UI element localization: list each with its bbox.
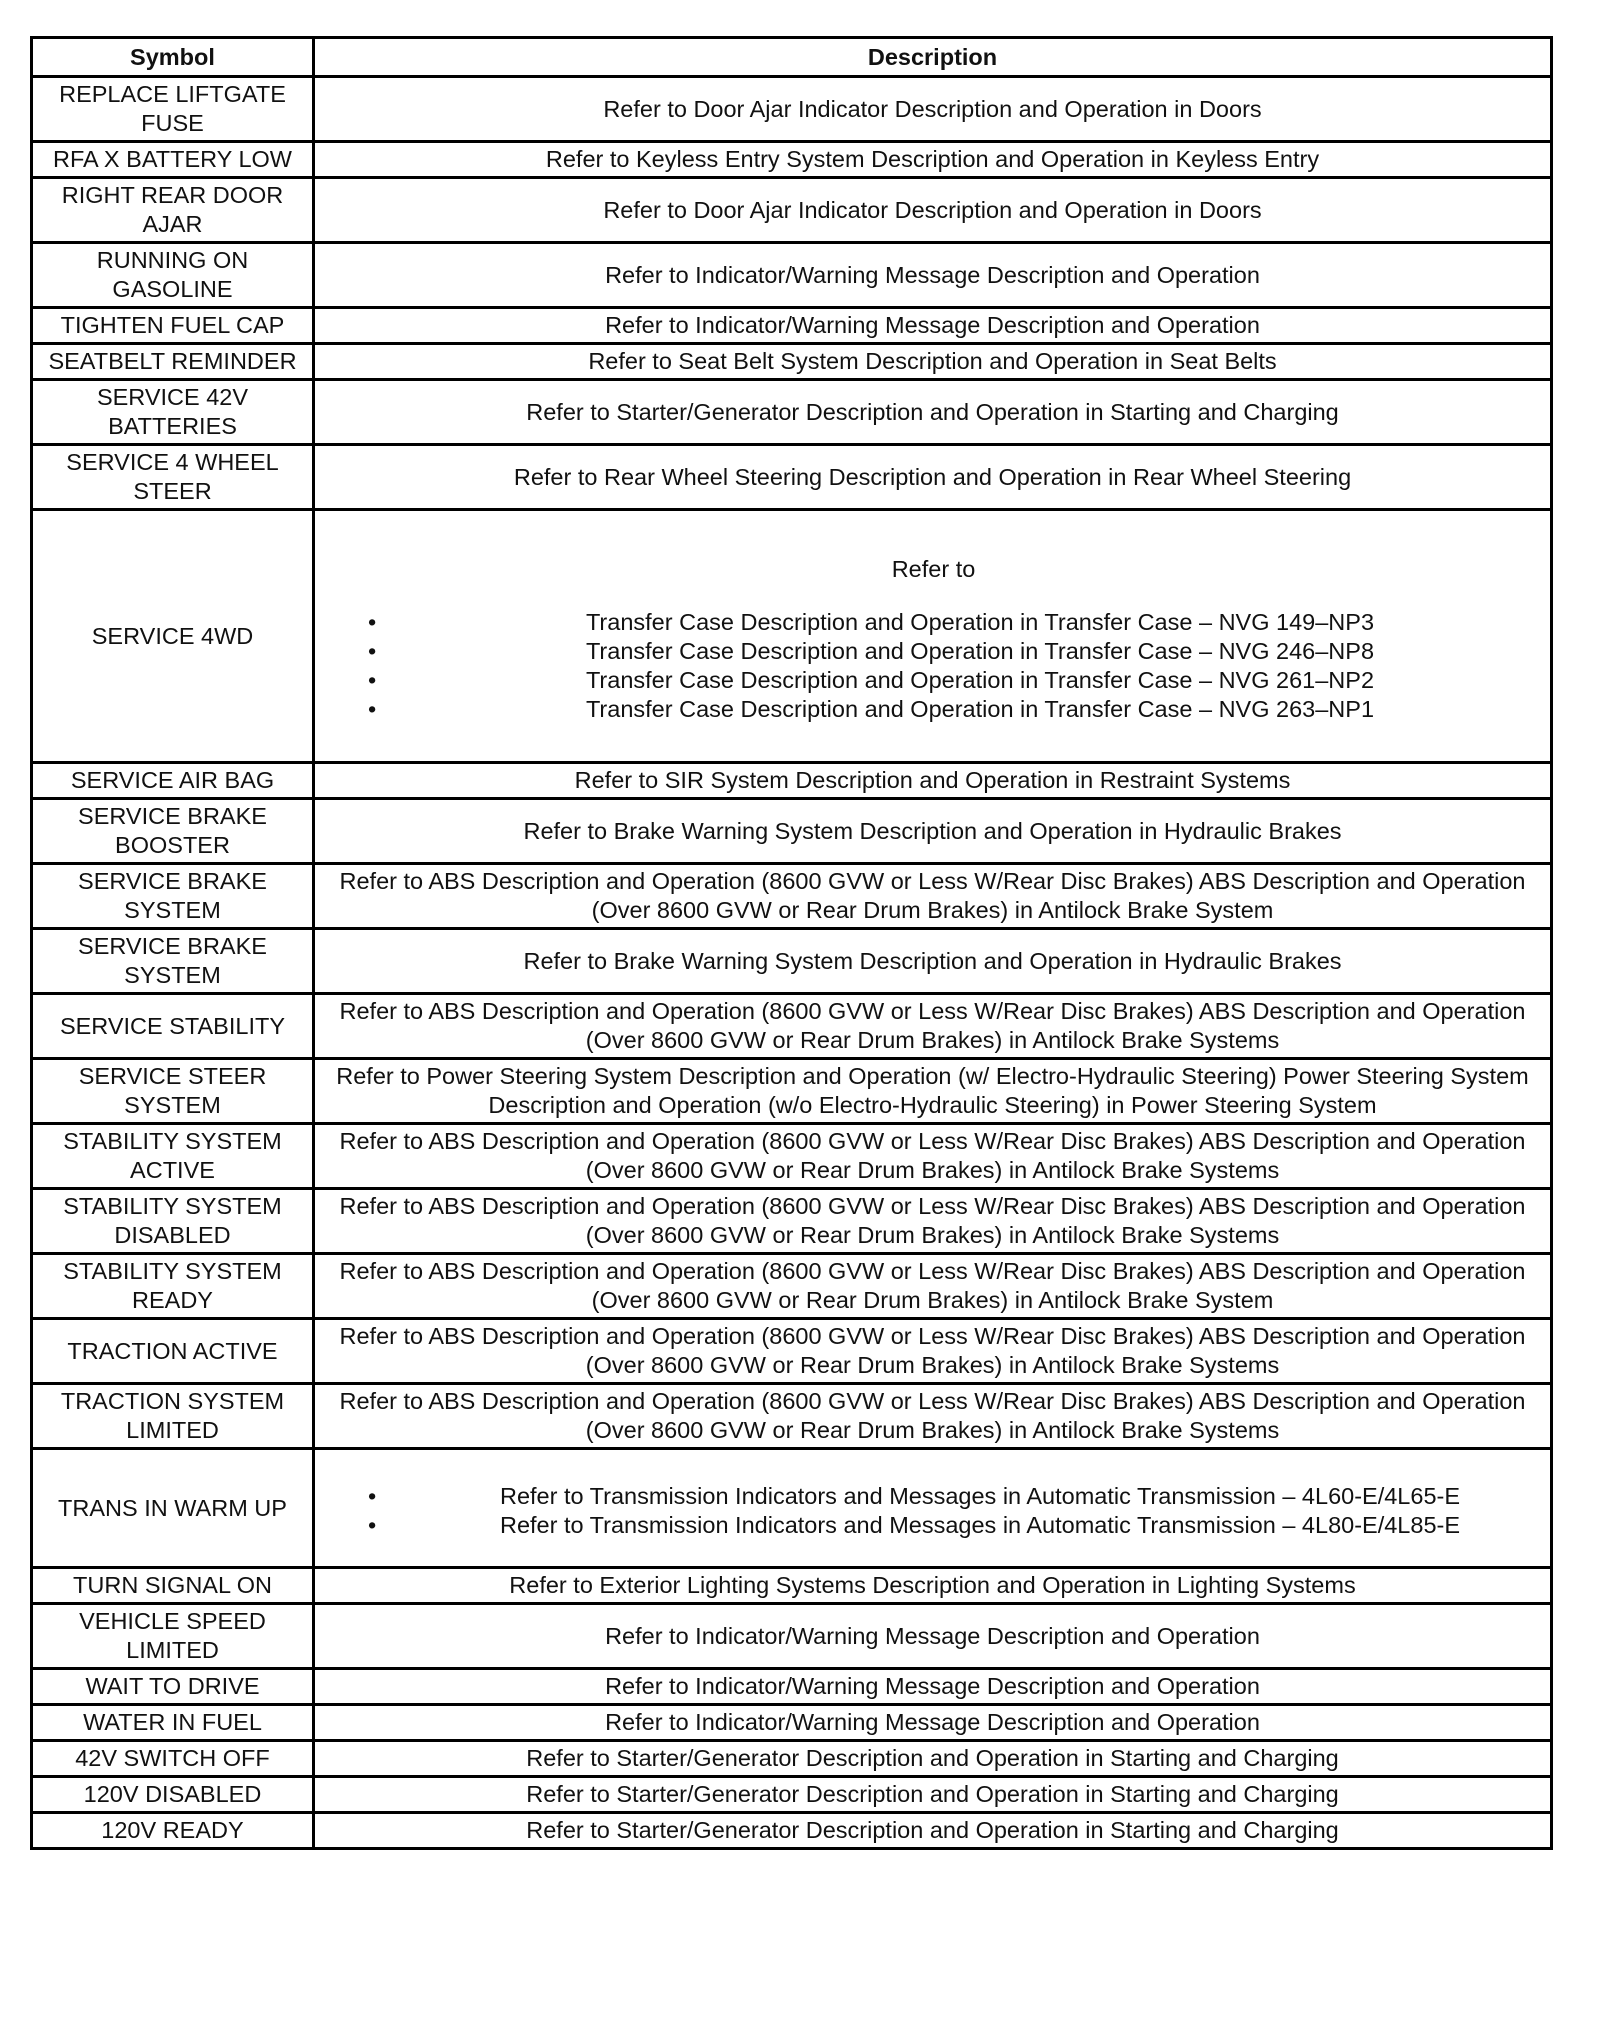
table-row (32, 344, 1552, 380)
symbol-cell: 120V READY (32, 1813, 314, 1849)
symbol-cell: WAIT TO DRIVE (32, 1669, 314, 1705)
description-cell: Refer to ABS Description and Operation (8600 GVW or Less W/Rear Disc Brakes) ABS Description and Operation (Over 8600 GVW or Rear Drum Brakes) in Antilock Brake Systems (314, 1189, 1552, 1254)
description-cell: Refer to Brake Warning System Description and Operation in Hydraulic Brakes (314, 929, 1552, 994)
symbol-cell: SEATBELT REMINDER (32, 344, 314, 380)
description-cell: Refer to ABS Description and Operation (8600 GVW or Less W/Rear Disc Brakes) ABS Description and Operation (Over 8600 GVW or Rear Drum Brakes) in Antilock Brake Systems (314, 1384, 1552, 1449)
symbol-cell: 42V SWITCH OFF (32, 1741, 314, 1777)
symbol-cell: SERVICE AIR BAG (32, 763, 314, 799)
description-intro: Refer to (891, 555, 976, 582)
description-cell: Refer to Door Ajar Indicator Description and Operation in Doors (314, 178, 1552, 243)
table-row (32, 1254, 1552, 1319)
table-row (32, 1813, 1552, 1849)
symbol-cell: RUNNING ON GASOLINE (32, 243, 314, 308)
symbol-cell: RIGHT REAR DOOR AJAR (32, 178, 314, 243)
table-row (32, 763, 1552, 799)
symbol-description-table (30, 36, 1553, 1850)
bullet-item: • Transfer Case Description and Operation in Transfer Case – NVG 149–NP3 (420, 608, 1540, 637)
header-description: Description (314, 38, 1552, 77)
description-cell (314, 510, 1552, 763)
table-row (32, 445, 1552, 510)
header-row (32, 38, 1552, 77)
table-row (32, 1669, 1552, 1705)
description-cell: Refer to Starter/Generator Description and Operation in Starting and Charging (314, 1741, 1552, 1777)
description-cell (314, 1449, 1552, 1568)
table-row (32, 243, 1552, 308)
description-cell: Refer to Seat Belt System Description and Operation in Seat Belts (314, 344, 1552, 380)
table-row (32, 799, 1552, 864)
symbol-cell: REPLACE LIFTGATE FUSE (32, 77, 314, 142)
symbol-cell: RFA X BATTERY LOW (32, 142, 314, 178)
table-row (32, 1319, 1552, 1384)
bullet-item: • Transfer Case Description and Operation in Transfer Case – NVG 263–NP1 (420, 695, 1540, 724)
description-cell: Refer to Rear Wheel Steering Description and Operation in Rear Wheel Steering (314, 445, 1552, 510)
description-cell: Refer to Exterior Lighting Systems Description and Operation in Lighting Systems (314, 1568, 1552, 1604)
table-row (32, 1705, 1552, 1741)
symbol-cell: SERVICE 42V BATTERIES (32, 380, 314, 445)
description-cell: Refer to Indicator/Warning Message Description and Operation (314, 308, 1552, 344)
table-row (32, 1604, 1552, 1669)
description-cell: Refer to ABS Description and Operation (8600 GVW or Less W/Rear Disc Brakes) ABS Description and Operation (Over 8600 GVW or Rear Drum Brakes) in Antilock Brake System (314, 1254, 1552, 1319)
bullet-item: • Transfer Case Description and Operation in Transfer Case – NVG 261–NP2 (420, 666, 1540, 695)
table-body (32, 77, 1552, 1849)
bullet-item: • Refer to Transmission Indicators and Messages in Automatic Transmission – 4L60-E/4L65-E (420, 1482, 1540, 1511)
description-cell: Refer to Indicator/Warning Message Description and Operation (314, 1705, 1552, 1741)
description-cell: Refer to Power Steering System Description and Operation (w/ Electro-Hydraulic Steering) Power Steering System Description and Operation (w/o Electro-Hydraulic Steering) in Power Steering System (314, 1059, 1552, 1124)
description-cell: Refer to Indicator/Warning Message Description and Operation (314, 1669, 1552, 1705)
table-row (32, 1124, 1552, 1189)
symbol-cell: TURN SIGNAL ON (32, 1568, 314, 1604)
symbol-cell: SERVICE STABILITY (32, 994, 314, 1059)
table-row (32, 1189, 1552, 1254)
bullet-item: • Transfer Case Description and Operation in Transfer Case – NVG 246–NP8 (420, 637, 1540, 666)
symbol-cell: SERVICE BRAKE SYSTEM (32, 864, 314, 929)
symbol-cell: TRANS IN WARM UP (32, 1449, 314, 1568)
table-row (32, 178, 1552, 243)
table-row (32, 1777, 1552, 1813)
symbol-cell: TRACTION SYSTEM LIMITED (32, 1384, 314, 1449)
description-cell: Refer to Door Ajar Indicator Description and Operation in Doors (314, 77, 1552, 142)
table-row (32, 1384, 1552, 1449)
symbol-cell: SERVICE BRAKE BOOSTER (32, 799, 314, 864)
table-row (32, 77, 1552, 142)
symbol-cell: STABILITY SYSTEM DISABLED (32, 1189, 314, 1254)
symbol-cell: WATER IN FUEL (32, 1705, 314, 1741)
description-cell: Refer to SIR System Description and Operation in Restraint Systems (314, 763, 1552, 799)
table-row (32, 1741, 1552, 1777)
symbol-cell: SERVICE STEER SYSTEM (32, 1059, 314, 1124)
table-row (32, 994, 1552, 1059)
description-cell: Refer to Indicator/Warning Message Description and Operation (314, 1604, 1552, 1669)
description-cell: Refer to Starter/Generator Description and Operation in Starting and Charging (314, 1813, 1552, 1849)
symbol-cell: TRACTION ACTIVE (32, 1319, 314, 1384)
table-row (32, 510, 1552, 763)
bullet-list (325, 1482, 1540, 1540)
symbol-cell: TIGHTEN FUEL CAP (32, 308, 314, 344)
description-cell: Refer to Brake Warning System Description and Operation in Hydraulic Brakes (314, 799, 1552, 864)
table-row (32, 1449, 1552, 1568)
symbol-cell: SERVICE BRAKE SYSTEM (32, 929, 314, 994)
header-symbol: Symbol (32, 38, 314, 77)
symbol-cell: SERVICE 4WD (32, 510, 314, 763)
symbol-cell: 120V DISABLED (32, 1777, 314, 1813)
bullet-list (325, 608, 1540, 724)
table-row (32, 1059, 1552, 1124)
description-cell: Refer to ABS Description and Operation (8600 GVW or Less W/Rear Disc Brakes) ABS Description and Operation (Over 8600 GVW or Rear Drum Brakes) in Antilock Brake Systems (314, 1319, 1552, 1384)
table-row (32, 142, 1552, 178)
table-row (32, 864, 1552, 929)
table-row (32, 1568, 1552, 1604)
symbol-cell: STABILITY SYSTEM ACTIVE (32, 1124, 314, 1189)
description-cell: Refer to Starter/Generator Description and Operation in Starting and Charging (314, 380, 1552, 445)
symbol-cell: STABILITY SYSTEM READY (32, 1254, 314, 1319)
description-cell: Refer to ABS Description and Operation (8600 GVW or Less W/Rear Disc Brakes) ABS Description and Operation (Over 8600 GVW or Rear Drum Brakes) in Antilock Brake Systems (314, 1124, 1552, 1189)
symbol-cell: VEHICLE SPEED LIMITED (32, 1604, 314, 1669)
description-cell: Refer to Starter/Generator Description and Operation in Starting and Charging (314, 1777, 1552, 1813)
description-cell: Refer to Keyless Entry System Description and Operation in Keyless Entry (314, 142, 1552, 178)
bullet-item: • Refer to Transmission Indicators and Messages in Automatic Transmission – 4L80-E/4L85-E (420, 1511, 1540, 1540)
symbol-cell: SERVICE 4 WHEEL STEER (32, 445, 314, 510)
description-cell: Refer to Indicator/Warning Message Description and Operation (314, 243, 1552, 308)
description-cell: Refer to ABS Description and Operation (8600 GVW or Less W/Rear Disc Brakes) ABS Description and Operation (Over 8600 GVW or Rear Drum Brakes) in Antilock Brake Systems (314, 994, 1552, 1059)
table-row (32, 308, 1552, 344)
table-row (32, 929, 1552, 994)
description-cell: Refer to ABS Description and Operation (8600 GVW or Less W/Rear Disc Brakes) ABS Description and Operation (Over 8600 GVW or Rear Drum Brakes) in Antilock Brake System (314, 864, 1552, 929)
table-row (32, 380, 1552, 445)
